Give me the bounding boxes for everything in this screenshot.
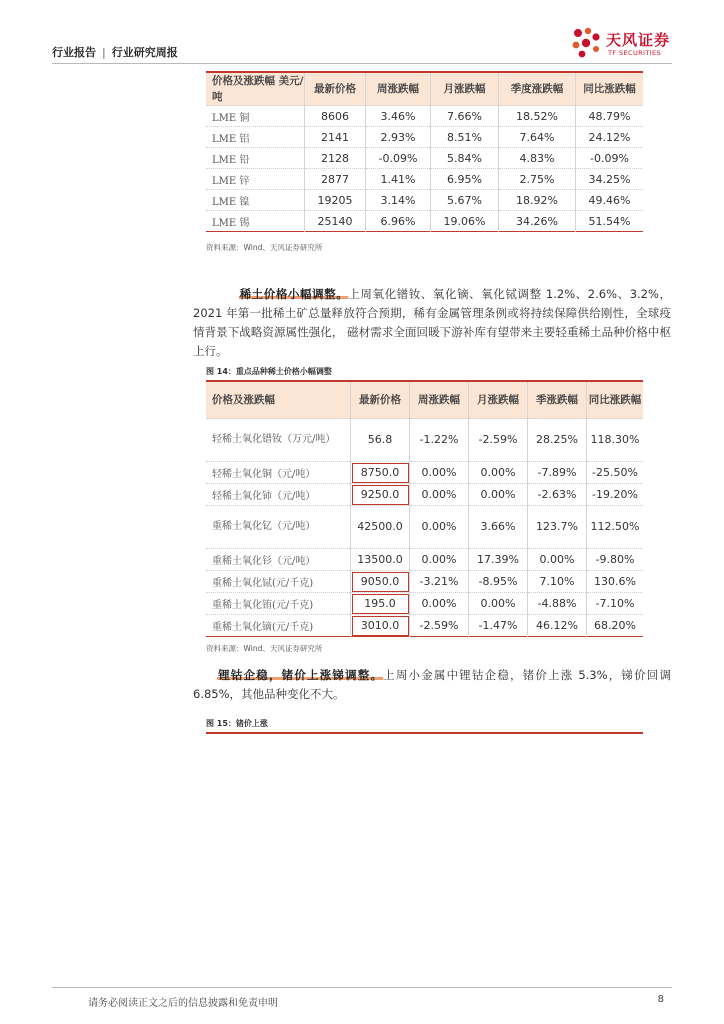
column-header: 最新价格	[351, 381, 410, 419]
paragraph-text: 上周氧化镨钕、氧化镝、氧化铽调整 1.2%、2.6%、3.2%，2021 年第一批稀土矿总量释放符合预期，稀有金属管理条例或将持续保障供给刚性，全球疫情背景下战略资源属性强化， 磁材需求全面回暖下游补库有望带来主要轻重稀土品种价格中枢上行。	[193, 287, 671, 358]
table-cell: LME 铜	[206, 106, 305, 127]
table-cell: 0.00%	[410, 506, 469, 549]
table-cell: 2141	[305, 127, 366, 148]
table-cell: -1.22%	[410, 419, 469, 462]
table-cell: 重稀土氧化钐（元/吨）	[206, 549, 351, 571]
rare-earth-price-table	[206, 380, 643, 637]
table-row	[206, 615, 643, 637]
table-cell: 8606	[305, 106, 366, 127]
page-number: 8	[657, 994, 664, 1005]
column-header: 周涨跌幅	[410, 381, 469, 419]
table-row	[206, 484, 643, 506]
table-cell: 46.12%	[528, 615, 587, 637]
table-cell: -2.63%	[528, 484, 587, 506]
paragraph-text: 上周小金属中锂钴企稳，锗价上涨 5.3%，锑价回调 6.85%，其他品种变化不大。	[193, 668, 672, 701]
table-cell: 118.30%	[587, 419, 644, 462]
column-header: 月涨跌幅	[469, 381, 528, 419]
table-row	[206, 148, 643, 169]
footer-disclaimer: 请务必阅读正文之后的信息披露和免责申明	[88, 998, 278, 1009]
paragraph-lead: 锂钴企稳，锗价上涨锑调整。	[217, 668, 384, 682]
table-cell: 24.12%	[576, 127, 644, 148]
table-cell: -19.20%	[587, 484, 644, 506]
table-cell: 重稀土氧化镝(元/千克)	[206, 615, 351, 637]
column-header: 最新价格	[305, 72, 366, 106]
brand-logo	[566, 25, 676, 61]
table-cell: 123.7%	[528, 506, 587, 549]
column-header: 同比涨跌幅	[587, 381, 644, 419]
table-cell: 轻稀土氧化铈（元/吨）	[206, 484, 351, 506]
table-cell: -25.50%	[587, 462, 644, 484]
table-cell: 56.8	[351, 419, 410, 462]
table-header-row	[206, 72, 643, 106]
column-header: 价格及涨跌幅 美元/吨	[206, 72, 305, 106]
column-header: 价格及涨跌幅	[206, 381, 351, 419]
table-cell: LME 锡	[206, 211, 305, 232]
table-row	[206, 571, 643, 593]
table-cell: 19.06%	[431, 211, 499, 232]
table-row	[206, 211, 643, 232]
table-cell: 8750.0	[351, 462, 410, 484]
table-cell: 195.0	[351, 593, 410, 615]
table-cell: 7.66%	[431, 106, 499, 127]
table-cell: -0.09%	[366, 148, 431, 169]
table-header-row	[206, 381, 643, 419]
table-cell: -7.89%	[528, 462, 587, 484]
table-cell: 2.93%	[366, 127, 431, 148]
table-cell: 112.50%	[587, 506, 644, 549]
table-cell: 51.54%	[576, 211, 644, 232]
table-cell: 68.20%	[587, 615, 644, 637]
table-cell: 0.00%	[410, 593, 469, 615]
column-header: 月涨跌幅	[431, 72, 499, 106]
table-row	[206, 127, 643, 148]
brand-name: 天风证券	[606, 31, 671, 49]
table-cell: 17.39%	[469, 549, 528, 571]
table-cell: -4.88%	[528, 593, 587, 615]
table-cell: 13500.0	[351, 549, 410, 571]
table-cell: 6.95%	[431, 169, 499, 190]
table-cell: 4.83%	[499, 148, 576, 169]
lme-price-table	[206, 71, 643, 232]
table-cell: -2.59%	[469, 419, 528, 462]
column-header: 季度涨跌幅	[499, 72, 576, 106]
tf-logo-icon	[568, 25, 604, 61]
table-cell: LME 锌	[206, 169, 305, 190]
header-category: 行业报告	[52, 46, 96, 59]
figure-15-rule	[206, 732, 643, 734]
table-cell: 5.67%	[431, 190, 499, 211]
table-cell: 34.25%	[576, 169, 644, 190]
table-cell: 130.6%	[587, 571, 644, 593]
table-cell: 2.75%	[499, 169, 576, 190]
table-row	[206, 462, 643, 484]
table-cell: -7.10%	[587, 593, 644, 615]
table-cell: 1.41%	[366, 169, 431, 190]
table-cell: 7.10%	[528, 571, 587, 593]
table-cell: -9.80%	[587, 549, 644, 571]
table-cell: 0.00%	[469, 484, 528, 506]
header-breadcrumb: 行业报告 | 行业研究周报	[52, 46, 178, 59]
table-cell: 25140	[305, 211, 366, 232]
table-cell: 0.00%	[410, 462, 469, 484]
table-cell: 5.84%	[431, 148, 499, 169]
footer-divider	[52, 987, 672, 988]
table-cell: -0.09%	[576, 148, 644, 169]
table-cell: LME 铅	[206, 148, 305, 169]
header-subcategory: 行业研究周报	[111, 46, 178, 59]
table-cell: 3010.0	[351, 615, 410, 637]
table-cell: -3.21%	[410, 571, 469, 593]
table-cell: 19205	[305, 190, 366, 211]
table-row	[206, 190, 643, 211]
table-cell: 28.25%	[528, 419, 587, 462]
table-cell: 18.52%	[499, 106, 576, 127]
table-cell: 34.26%	[499, 211, 576, 232]
table-cell: 2877	[305, 169, 366, 190]
table-cell: 重稀土氧化铕(元/千克)	[206, 593, 351, 615]
table-cell: 0.00%	[469, 593, 528, 615]
table-cell: -8.95%	[469, 571, 528, 593]
table-cell: 3.46%	[366, 106, 431, 127]
column-header: 周涨跌幅	[366, 72, 431, 106]
table-cell: 8.51%	[431, 127, 499, 148]
rare-earth-paragraph	[193, 285, 671, 361]
table-cell: LME 镍	[206, 190, 305, 211]
table-cell: 42500.0	[351, 506, 410, 549]
table-cell: 重稀土氧化铽(元/千克)	[206, 571, 351, 593]
table-row	[206, 549, 643, 571]
minor-metals-paragraph	[193, 666, 671, 704]
table-cell: 轻稀土氧化铜（元/吨）	[206, 462, 351, 484]
table-cell: 0.00%	[410, 484, 469, 506]
column-header: 季涨跌幅	[528, 381, 587, 419]
table-cell: 3.66%	[469, 506, 528, 549]
table-row	[206, 169, 643, 190]
table-cell: 9250.0	[351, 484, 410, 506]
table-cell: 3.14%	[366, 190, 431, 211]
table-cell: -1.47%	[469, 615, 528, 637]
figure-15-caption: 图 15：锗价上涨	[206, 719, 268, 728]
column-header: 同比涨跌幅	[576, 72, 644, 106]
figure-14-caption: 图 14：重点品种稀土价格小幅调整	[206, 367, 332, 376]
table-cell: 6.96%	[366, 211, 431, 232]
table-cell: 0.00%	[410, 549, 469, 571]
table-cell: 9050.0	[351, 571, 410, 593]
table-cell: 49.46%	[576, 190, 644, 211]
table-cell: 18.92%	[499, 190, 576, 211]
table1-source: 资料来源：Wind、天风证券研究所	[206, 243, 323, 252]
table-cell: 轻稀土氧化镨钕（万元/吨）	[206, 419, 351, 462]
table-row	[206, 419, 643, 462]
paragraph-lead: 稀土价格小幅调整。	[239, 287, 349, 301]
table-cell: 重稀土氧化钇（元/吨）	[206, 506, 351, 549]
table-cell: 0.00%	[469, 462, 528, 484]
table-row	[206, 593, 643, 615]
header-divider	[52, 63, 672, 64]
table-cell: 7.64%	[499, 127, 576, 148]
table-row	[206, 506, 643, 549]
table2-source: 资料来源：Wind、天风证券研究所	[206, 644, 323, 653]
table-cell: -2.59%	[410, 615, 469, 637]
table-cell: 48.79%	[576, 106, 644, 127]
brand-name-en: TF SECURITIES	[608, 49, 662, 57]
table-cell: 0.00%	[528, 549, 587, 571]
table-cell: 2128	[305, 148, 366, 169]
table-row	[206, 106, 643, 127]
table-cell: LME 铝	[206, 127, 305, 148]
